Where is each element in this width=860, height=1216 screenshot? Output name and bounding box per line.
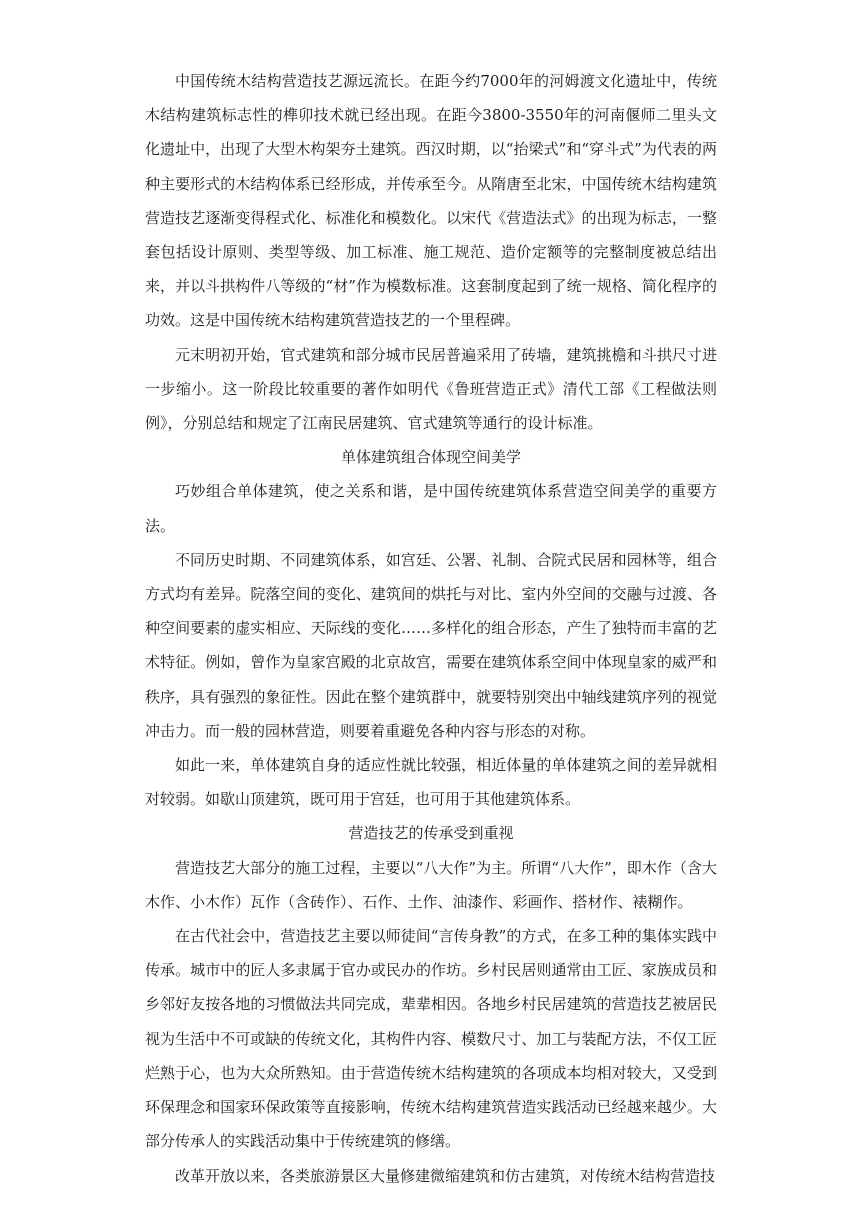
paragraph-adaptability: 如此一来，单体建筑自身的适应性就比较强，相近体量的单体建筑之间的差异就相对较弱。如歇山顶建筑，既可用于宫廷，也可用于其他建筑体系。 — [145, 756, 717, 809]
document-page — [145, 64, 717, 1193]
section-heading-inheritance: 营造技艺的传承受到重视 — [348, 824, 514, 843]
paragraph-ming-qing: 元末明初开始，官式建筑和部分城市民居普遍采用了砖墙，建筑挑檐和斗拱尺寸进一步缩小。这一阶段比较重要的著作如明代《鲁班营造正式》清代工部《工程做法则例》，分别总结和规定了江南民居建筑、官式建筑等通行的设计标准。 — [145, 345, 717, 433]
paragraph-eight-crafts: 营造技艺大部分的施工过程，主要以“八大作”为主。所谓“八大作”，即木作（含大木作、小木作）瓦作（含砖作）、石作、土作、油漆作、彩画作、搭材作、裱糊作。 — [145, 858, 717, 911]
paragraph-ancient-transmission: 在古代社会中，营造技艺主要以师徒间“言传身教”的方式，在多工种的集体实践中传承。城市中的匠人多隶属于官办或民办的作坊。乡村民居则通常由工匠、家族成员和乡邻好友按各地的习惯做法共同完成，辈辈相因。各地乡村民居建筑的营造技艺被居民视为生活中不可或缺的传统文化，其构件内容、模数尺寸、加工与装配方法，不仅工匠烂熟于心，也为大众所熟知。由于营造传统木结构建筑的各项成本均相对较大，又受到环保理念和国家环保政策等直接影响，传统木结构建筑营造实践活动已经越来越少。大部分传承人的实践活动集中于传统建筑的修缮。 — [145, 927, 717, 1151]
paragraph-origin: 中国传统木结构营造技艺源远流长。在距今约7000年的河姆渡文化遗址中，传统木结构建筑标志性的榫卯技术就已经出现。在距今3800-3550年的河南偃师二里头文化遗址中，出现了大型木构架夯土建筑。西汉时期，以“抬梁式”和“穿斗式”为代表的两种主要形式的木结构体系已经形成，并传承至今。从隋唐至北宋，中国传统木结构建筑营造技艺逐渐变得程式化、标准化和模数化。以宋代《营造法式》的出现为标志，一整套包括设计原则、类型等级、加工标准、施工规范、造价定额等的完整制度被总结出来，并以斗拱构件八等级的“材”作为模数标准。这套制度起到了统一规格、简化程序的功效。这是中国传统木结构建筑营造技艺的一个里程碑。 — [145, 72, 717, 330]
paragraph-differences: 不同历史时期、不同建筑体系，如宫廷、公署、礼制、合院式民居和园林等，组合方式均有差异。院落空间的变化、建筑间的烘托与对比、室内外空间的交融与过渡、各种空间要素的虚实相应、天际线的变化……多样化的组合形态，产生了独特而丰富的艺术特征。例如，曾作为皇家宫殿的北京故宫，需要在建筑体系空间中体现皇家的威严和秩序，具有强烈的象征性。因此在整个建筑群中，就要特别突出中轴线建筑序列的视觉冲击力。而一般的园林营造，则要着重避免各种内容与形态的对称。 — [145, 550, 717, 740]
section-heading-spatial-aesthetics: 单体建筑组合体现空间美学 — [340, 448, 521, 467]
paragraph-combination: 巧妙组合单体建筑，使之关系和谐，是中国传统建筑体系营造空间美学的重要方法。 — [145, 482, 717, 535]
paragraph-reform-era: 改革开放以来，各类旅游景区大量修建微缩建筑和仿古建筑，对传统木结构营造技 — [175, 1166, 716, 1185]
